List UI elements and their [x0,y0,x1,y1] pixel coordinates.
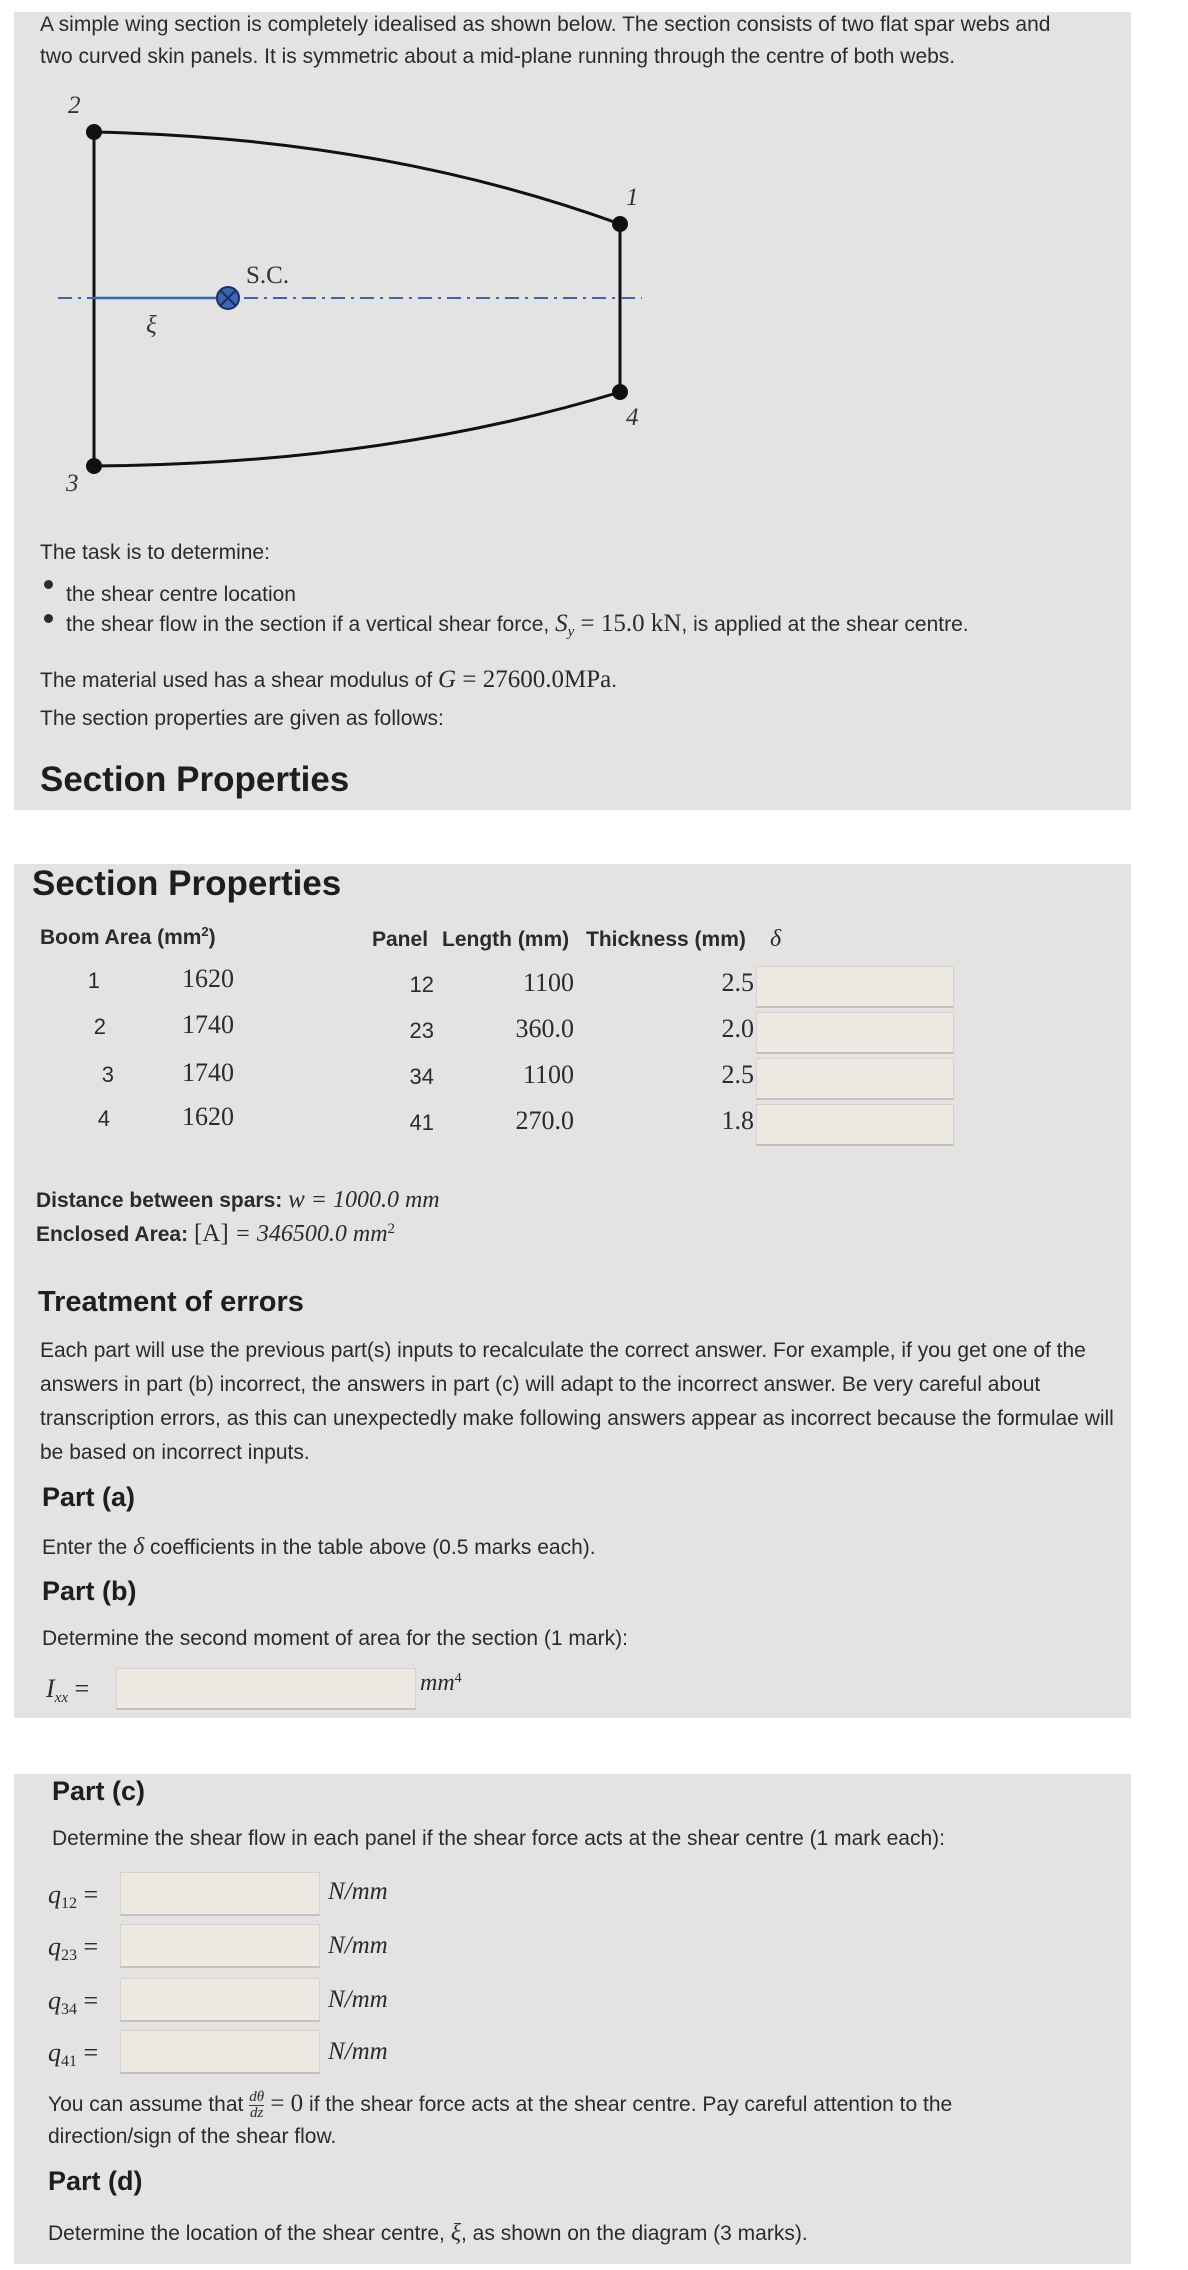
part-c-d-panel [14,1774,1131,2264]
upper-skin-panel [94,132,620,224]
q41-label: $q_{41}$ = [48,2038,99,2071]
q41-unit: N/mm [328,2038,388,2065]
boom-id: 1 [87,968,100,993]
boom-id: 2 [93,1014,106,1039]
boom-area: 1620 [182,964,234,993]
panel-thickness: 2.5 [721,1060,754,1089]
panel-thickness: 2.0 [721,1014,754,1043]
q41-input[interactable] [120,2030,320,2074]
q23-label: $q_{23}$ = [48,1932,99,1965]
boom-label-1: 1 [626,184,639,211]
material-text: The material used has a shear modulus of G = 27600.0MPa. [40,666,618,693]
part-b-heading: Part (b) [42,1576,137,1606]
part-c-heading: Part (c) [52,1776,146,1806]
errors-text: Each part will use the previous part(s) inputs to recalculate the correct answer. For example, if you get one of the answers in part (b) incorrect, the answers in part (c) will adapt to the incorrect answer. Be very careful about transcription errors, as this can unexpectedly make following answers appear as incorrect because the formulae will be based on incorrect inputs. [40,1339,1114,1464]
ixx-input[interactable] [116,1668,416,1710]
panel-thickness: 2.5 [721,968,754,997]
q12-input[interactable] [120,1872,320,1916]
part-b-text: Determine the second moment of area for the section (1 mark): [42,1627,628,1650]
part-a-text: Enter the δ coefficients in the table above (0.5 marks each). [42,1534,596,1560]
boom-4-marker [612,384,628,400]
part-d-heading: Part (d) [48,2166,143,2196]
ixx-label: $I_{xx}$ = [46,1674,90,1707]
bullet-dot [44,580,53,589]
delta-header: δ [770,926,782,952]
assumption-text: You can assume that $\frac{d\theta}{dz}$ = 0 if the shear force acts at the shear centre. Pay careful attention to the [48,2088,953,2121]
bullet-dot [44,614,53,623]
part-d-text: Determine the location of the shear centre, ξ, as shown on the diagram (3 marks). [48,2220,808,2246]
q34-input[interactable] [120,1978,320,2022]
q12-label: $q_{12}$ = [48,1880,99,1913]
boom-label-2: 2 [68,92,81,119]
boom-area: 1740 [182,1058,234,1087]
errors-heading: Treatment of errors [38,1286,304,1318]
spar-distance: Distance between spars: w = 1000.0 mm [36,1186,440,1213]
boom-area-header: Boom Area $(mm^2)$ [40,924,216,949]
delta-34-input[interactable] [756,1058,954,1100]
wing-section-diagram [14,12,1131,532]
task-item-1: the shear centre location [66,583,296,606]
boom-2-marker [86,124,102,140]
props-intro-text: The section properties are given as follows: [40,707,444,730]
boom-area: 1740 [182,1010,234,1039]
delta-12-input[interactable] [756,966,954,1008]
panel-length: 270.0 [515,1106,574,1135]
intro-line-2: two curved skin panels. It is symmetric about a mid-plane running through the centre of both webs. [40,45,956,68]
delta-41-input[interactable] [756,1104,954,1146]
panel-id: 23 [409,1018,434,1043]
q34-label: $q_{34}$ = [48,1986,99,2019]
shear-centre-label: S.C. [246,262,290,289]
boom-id: 4 [97,1106,110,1131]
panel-id: 12 [409,972,434,997]
thickness-header: Thickness (mm) [586,928,746,951]
ixx-unit: $mm^4$ [420,1670,462,1696]
part-c-text: Determine the shear flow in each panel if the shear force acts at the shear centre (1 mark each): [52,1827,945,1850]
enclosed-area: Enclosed Area: [A] = 346500.0 $mm^2$ [36,1220,396,1247]
boom-label-3: 3 [66,470,79,497]
part-a-heading: Part (a) [42,1482,136,1512]
q34-unit: N/mm [328,1986,388,2013]
panel-length: 360.0 [515,1014,574,1043]
boom-1-marker [612,216,628,232]
length-header: Length (mm) [442,928,570,951]
q12-unit: N/mm [328,1878,388,1905]
boom-id: 3 [101,1062,114,1087]
boom-label-4: 4 [626,404,639,431]
panel-id: 41 [409,1110,434,1135]
panel-length: 1100 [522,1060,574,1089]
task-intro: The task is to determine: [40,541,270,564]
section-properties-heading: Section Properties [40,760,350,799]
assumption-text-line-2: direction/sign of the shear flow. [48,2125,337,2148]
panel-id: 34 [409,1064,434,1089]
panel-length: 1100 [522,968,574,997]
delta-23-input[interactable] [756,1012,954,1054]
task-item-2: the shear flow in the section if a vertical shear force, $S_y = 15.0$ kN, is applied at the shear centre. [66,610,969,641]
xi-label: ξ [146,312,157,339]
problem-statement-panel [14,12,1131,810]
q23-unit: N/mm [328,1932,388,1959]
lower-skin-panel [94,392,620,466]
q23-input[interactable] [120,1924,320,1968]
section-properties-title: Section Properties [32,864,342,903]
panel-header: Panel [372,928,429,951]
section-properties-panel [14,864,1131,1718]
boom-3-marker [86,458,102,474]
panel-thickness: 1.8 [721,1106,754,1135]
boom-area: 1620 [182,1102,234,1131]
intro-line-1: A simple wing section is completely idealised as shown below. The section consists of two flat spar webs and [40,13,1051,36]
